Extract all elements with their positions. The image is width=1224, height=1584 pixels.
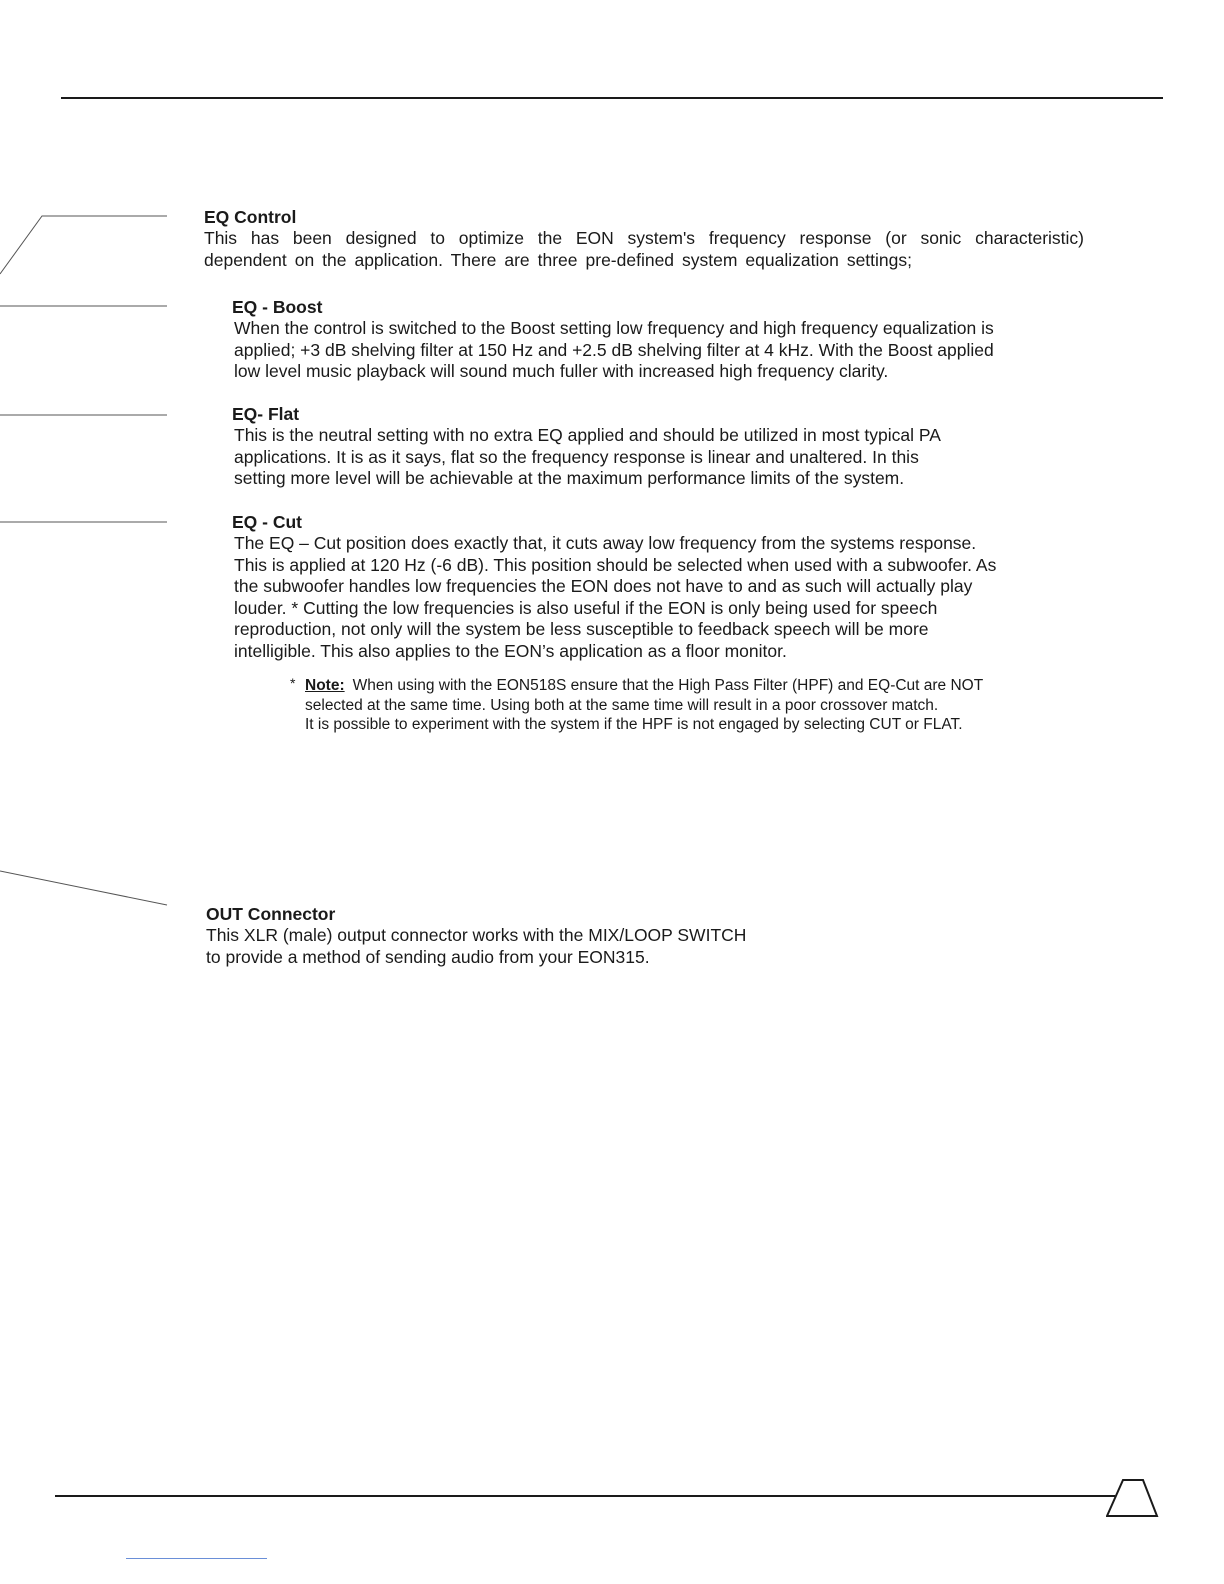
note-asterisk: *	[290, 675, 296, 691]
eq-control-text	[204, 228, 1084, 271]
text-line: applied; +3 dB shelving filter at 150 Hz and +2.5 dB shelving filter at 4 kHz. With the Boost applied	[234, 339, 994, 360]
text-line: This XLR (male) output connector works with the MIX/LOOP SWITCH	[206, 925, 747, 945]
eq-boost-text	[234, 318, 994, 383]
eq-flat-text	[234, 425, 941, 490]
text-line: setting more level will be achievable at the maximum performance limits of the system.	[234, 468, 905, 489]
callout-lines	[0, 0, 200, 920]
footer-rule	[55, 1495, 1115, 1497]
text-line: the subwoofer handles low frequencies the EON does not have to and as such will actually play	[234, 576, 973, 597]
text-line: This is the neutral setting with no extra EQ applied and should be utilized in most typical PA	[234, 425, 941, 445]
text-line: When the control is switched to the Boost setting low frequency and high frequency equalization is	[234, 318, 994, 338]
text-line: reproduction, not only will the system be less susceptible to feedback speech will be more	[234, 619, 929, 640]
out-connector-heading: OUT Connector	[206, 904, 336, 924]
link-underline	[126, 1558, 267, 1559]
note-label: Note:	[305, 677, 345, 694]
eq-cut-section	[232, 512, 996, 663]
text-line: The EQ – Cut position does exactly that, it cuts away low frequency from the systems response.	[234, 533, 977, 553]
eq-flat-section	[232, 404, 941, 490]
note-text: When using with the EON518S ensure that the High Pass Filter (HPF) and EQ-Cut are NOT	[352, 677, 984, 694]
eq-control-heading: EQ Control	[204, 207, 297, 227]
text-line: low level music playback will sound much fuller with increased high frequency clarity.	[234, 361, 889, 382]
note-line-1	[305, 676, 983, 696]
header-rule	[61, 97, 1163, 99]
eq-boost-heading: EQ - Boost	[232, 297, 323, 317]
text-line: This is applied at 120 Hz (-6 dB). This position should be selected when used with a subwoofer. As	[234, 554, 997, 575]
eq-cut-heading: EQ - Cut	[232, 512, 302, 532]
out-connector-section	[206, 904, 746, 968]
note-line: selected at the same time. Using both at the same time will result in a poor crossover match.	[305, 696, 939, 714]
eq-control-section	[204, 207, 1084, 271]
callout-out-connector	[0, 871, 167, 905]
note-line: It is possible to experiment with the system if the HPF is not engaged by selecting CUT or FLAT.	[305, 716, 963, 733]
text-line: applications. It is as it says, flat so the frequency response is linear and unaltered. In this	[234, 446, 919, 467]
text-line: louder. * Cutting the low frequencies is also useful if the EON is only being used for speech	[234, 597, 938, 618]
eq-flat-heading: EQ- Flat	[232, 404, 300, 424]
eq-boost-section	[232, 297, 994, 383]
text-line: dependent on the application. There are three pre-defined system equalization settings;	[204, 249, 912, 270]
text-line: to provide a method of sending audio from your EON315.	[206, 946, 650, 967]
out-connector-text	[206, 925, 746, 968]
page-tab-icon	[1106, 1478, 1160, 1518]
eq-cut-text	[234, 533, 996, 663]
callout-eq-control	[0, 216, 167, 274]
text-line: intelligible. This also applies to the EON’s application as a floor monitor.	[234, 640, 787, 661]
text-line: This has been designed to optimize the EON system's frequency response (or sonic characteristic)	[204, 228, 1084, 248]
